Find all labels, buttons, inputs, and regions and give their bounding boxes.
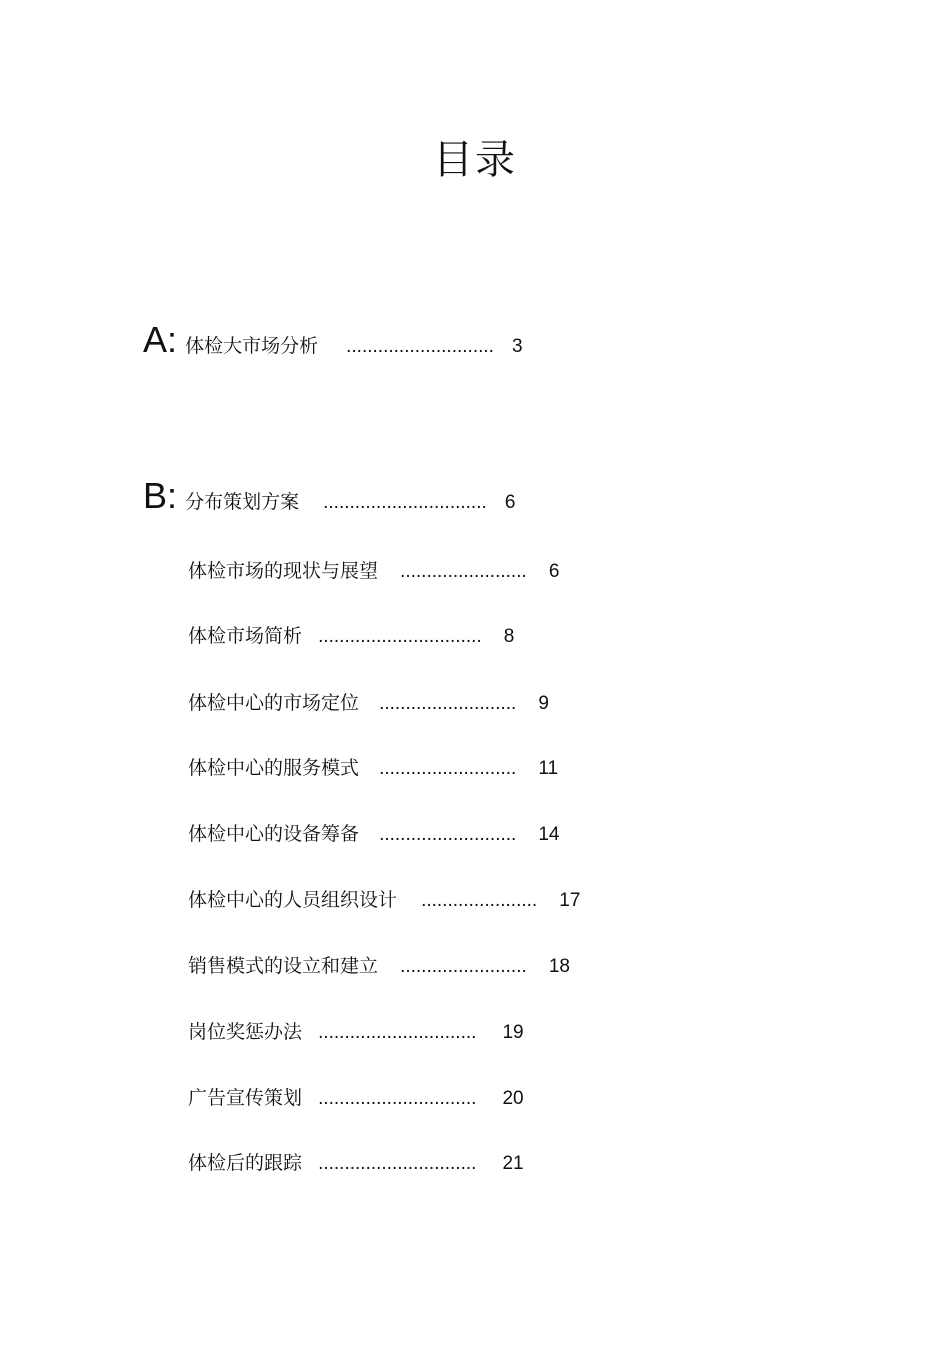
item-label: 体检中心的人员组织设计 [188, 889, 398, 911]
toc-item[interactable] [188, 886, 580, 915]
leader-dots: .......................... [379, 693, 517, 714]
leader-dots: .......................... [379, 758, 517, 779]
page-number: 20 [502, 1088, 524, 1109]
item-label: 销售模式的设立和建立 [188, 955, 379, 977]
page-number: 6 [504, 492, 516, 513]
toc-item[interactable] [188, 952, 570, 981]
leader-dots: ...................... [421, 890, 538, 911]
toc-section-a[interactable] [143, 319, 523, 361]
toc-section-b[interactable] [143, 475, 516, 517]
toc-item[interactable] [188, 622, 514, 651]
item-label: 体检市场简析 [188, 625, 303, 647]
page-number: 9 [538, 693, 549, 714]
item-label: 岗位奖惩办法 [188, 1021, 303, 1043]
section-letter: B: [143, 475, 178, 516]
toc-item[interactable] [188, 820, 560, 849]
item-label: 体检市场的现状与展望 [188, 560, 379, 582]
toc-item[interactable] [188, 557, 559, 586]
item-label: 体检中心的市场定位 [188, 692, 360, 714]
page-number: 3 [511, 336, 523, 357]
item-label: 体检后的跟踪 [188, 1152, 303, 1174]
item-label: 体检中心的服务模式 [188, 757, 360, 779]
toc-item[interactable] [188, 689, 549, 718]
item-label: 体检中心的设备筹备 [188, 823, 360, 845]
leader-dots: .......................... [379, 824, 517, 845]
item-label: 广告宣传策划 [188, 1087, 303, 1109]
page-number: 14 [538, 824, 560, 845]
toc-item[interactable] [188, 1149, 524, 1178]
section-label: 体检大市场分析 [185, 335, 319, 357]
leader-dots: ............................... [318, 626, 482, 647]
toc-item[interactable] [188, 1084, 524, 1113]
toc-item[interactable] [188, 754, 558, 783]
leader-dots: ............................... [323, 492, 487, 513]
leader-dots: ........................ [400, 956, 527, 977]
page-number: 17 [559, 890, 581, 911]
page-number: 6 [548, 561, 560, 582]
toc-item[interactable] [188, 1018, 524, 1047]
leader-dots: .............................. [318, 1088, 477, 1109]
leader-dots: .............................. [318, 1153, 477, 1174]
page-number: 11 [538, 758, 559, 779]
page-number: 21 [502, 1153, 524, 1174]
page-number: 18 [548, 956, 570, 977]
leader-dots: .............................. [318, 1022, 477, 1043]
section-letter: A: [143, 319, 178, 360]
page-number: 8 [503, 626, 515, 647]
section-label: 分布策划方案 [185, 491, 300, 513]
page-number: 19 [502, 1022, 524, 1043]
toc-title: 目录 [433, 137, 517, 183]
leader-dots: ........................ [400, 561, 527, 582]
leader-dots: ............................ [346, 336, 494, 357]
